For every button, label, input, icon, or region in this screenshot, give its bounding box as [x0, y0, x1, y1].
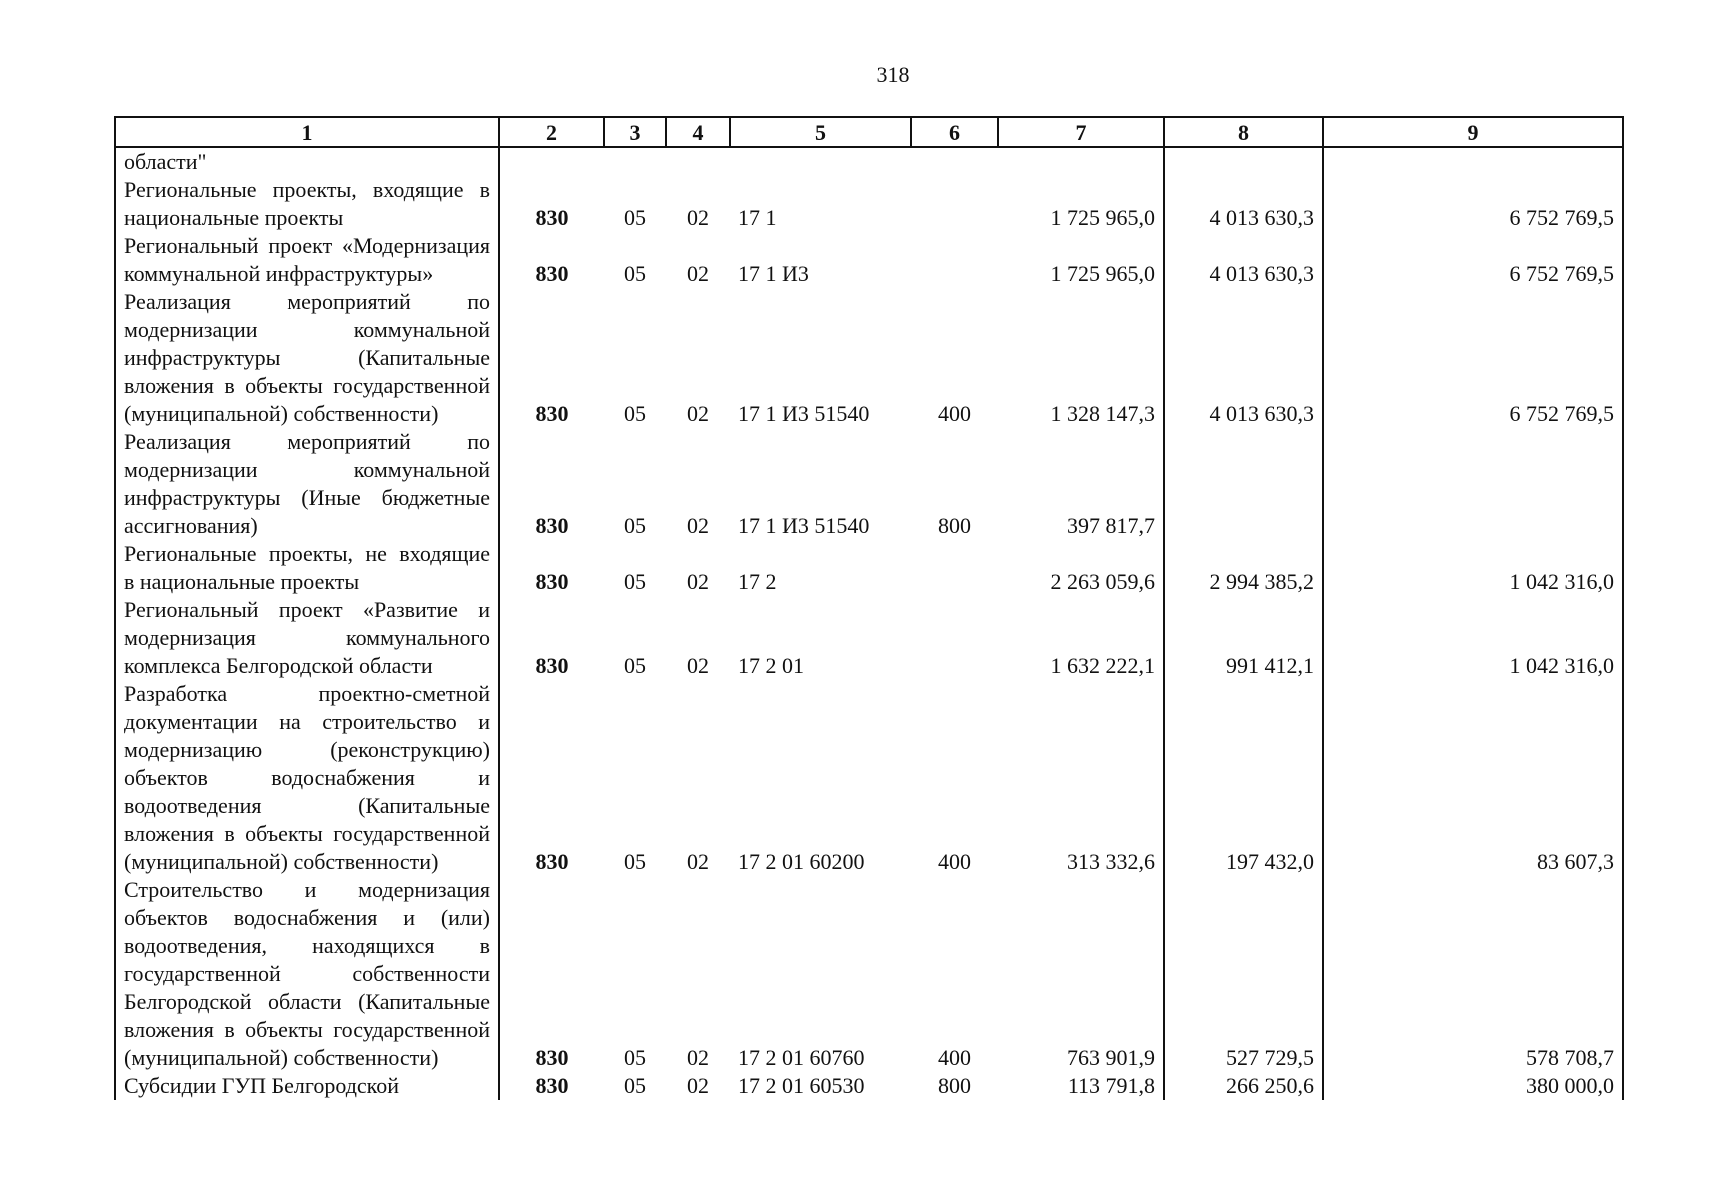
target-article-code: 17 2 01 60760: [738, 1045, 865, 1070]
chapter-code: 830: [499, 288, 604, 428]
section-code: 05: [624, 849, 646, 874]
amount-year-3: [1323, 428, 1623, 540]
description-line: объектов водоснабжения и: [124, 765, 490, 790]
row-description: [115, 288, 499, 428]
description-line: коммунальной инфраструктуры»: [124, 261, 434, 286]
column-header-9: 9: [1323, 117, 1623, 147]
target-article-code: 17 2: [738, 569, 777, 594]
description-line: Субсидии ГУП Белгородской: [124, 1073, 400, 1098]
amount-year-1: 313 332,6: [998, 680, 1164, 876]
description-line: вложения в объекты государственной: [124, 1017, 490, 1042]
row-description: [115, 428, 499, 540]
section-code: 05: [624, 513, 646, 538]
subsection-code: 02: [687, 401, 709, 426]
target-article-code: 17 2 01 60530: [738, 1073, 865, 1098]
section-code: 05: [624, 205, 646, 230]
table-row: [115, 540, 1623, 596]
table-row: [115, 288, 1623, 428]
amount-year-3: 83 607,3: [1323, 680, 1623, 876]
section-code: [604, 147, 666, 176]
chapter-code: [499, 147, 604, 176]
amount-year-2: 4 013 630,3: [1164, 176, 1323, 232]
column-header-5: 5: [730, 117, 911, 147]
column-header-7: 7: [998, 117, 1164, 147]
expense-type-code: [911, 147, 998, 176]
description-line: (муниципальной) собственности): [124, 401, 439, 426]
target-article-code: 17 1 И3 51540: [738, 513, 870, 538]
expense-type-code: [911, 232, 998, 288]
row-description: [115, 680, 499, 876]
table-body: [115, 147, 1623, 1100]
amount-year-1: 1 632 222,1: [998, 596, 1164, 680]
column-header-8: 8: [1164, 117, 1323, 147]
description-line: модернизация коммунального: [124, 625, 490, 650]
budget-table-container: [114, 116, 1622, 1100]
amount-year-3: [1323, 147, 1623, 176]
chapter-code: 830: [499, 540, 604, 596]
amount-year-2: 4 013 630,3: [1164, 232, 1323, 288]
row-description: [115, 596, 499, 680]
description-line: модернизации коммунальной: [124, 457, 490, 482]
description-line: вложения в объекты государственной: [124, 821, 490, 846]
subsection-code: 02: [687, 1073, 709, 1098]
description-line: Реализация мероприятий по: [124, 429, 490, 454]
description-line: национальные проекты: [124, 205, 344, 230]
subsection-code: 02: [687, 205, 709, 230]
description-line: государственной собственности: [124, 961, 490, 986]
subsection-code: 02: [687, 653, 709, 678]
chapter-code: 830: [499, 176, 604, 232]
description-line: Реализация мероприятий по: [124, 289, 490, 314]
amount-year-3: 6 752 769,5: [1323, 176, 1623, 232]
expense-type-code: [911, 596, 998, 680]
amount-year-2: 4 013 630,3: [1164, 288, 1323, 428]
page-number: 318: [876, 62, 910, 87]
expense-type-code: 800: [938, 1073, 971, 1098]
description-line: ассигнования): [124, 513, 258, 538]
table-row: [115, 428, 1623, 540]
amount-year-2: 197 432,0: [1164, 680, 1323, 876]
description-line: модернизацию (реконструкцию): [124, 737, 490, 762]
section-code: 05: [624, 261, 646, 286]
description-line: вложения в объекты государственной: [124, 373, 490, 398]
row-description: [115, 176, 499, 232]
budget-table: [114, 116, 1624, 1100]
column-header-6: 6: [911, 117, 998, 147]
amount-year-3: 1 042 316,0: [1323, 540, 1623, 596]
description-line: водоотведения, находящихся в: [124, 933, 490, 958]
target-article-code: 17 2 01: [738, 653, 804, 678]
chapter-code: 830: [499, 428, 604, 540]
description-line: (муниципальной) собственности): [124, 1045, 439, 1070]
column-header-2: 2: [499, 117, 604, 147]
section-code: 05: [624, 569, 646, 594]
table-row: [115, 1072, 1623, 1100]
expense-type-code: 400: [938, 1045, 971, 1070]
description-line: Строительство и модернизация: [124, 877, 490, 902]
chapter-code: 830: [499, 232, 604, 288]
description-line: Разработка проектно-сметной: [124, 681, 490, 706]
subsection-code: 02: [687, 569, 709, 594]
column-header-1: 1: [115, 117, 499, 147]
column-header-4: 4: [666, 117, 730, 147]
target-article-code: 17 1 И3 51540: [738, 401, 870, 426]
amount-year-1: [998, 147, 1164, 176]
amount-year-2: 991 412,1: [1164, 596, 1323, 680]
expense-type-code: 400: [938, 849, 971, 874]
amount-year-1: 2 263 059,6: [998, 540, 1164, 596]
description-line: документации на строительство и: [124, 709, 490, 734]
chapter-code: 830: [499, 1072, 604, 1100]
row-description: [115, 147, 499, 176]
section-code: 05: [624, 1045, 646, 1070]
section-code: 05: [624, 401, 646, 426]
table-row: [115, 232, 1623, 288]
row-description: [115, 232, 499, 288]
section-code: 05: [624, 653, 646, 678]
description-line: инфраструктуры (Иные бюджетные: [124, 485, 490, 510]
chapter-code: 830: [499, 680, 604, 876]
subsection-code: 02: [687, 1045, 709, 1070]
amount-year-2: [1164, 147, 1323, 176]
table-row: [115, 147, 1623, 176]
amount-year-1: 113 791,8: [998, 1072, 1164, 1100]
chapter-code: 830: [499, 596, 604, 680]
description-line: (муниципальной) собственности): [124, 849, 439, 874]
amount-year-3: 578 708,7: [1323, 876, 1623, 1072]
target-article-code: 17 2 01 60200: [738, 849, 865, 874]
column-header-3: 3: [604, 117, 666, 147]
section-code: 05: [624, 1073, 646, 1098]
row-description: [115, 540, 499, 596]
description-line: инфраструктуры (Капитальные: [124, 345, 490, 370]
target-article-code: 17 1: [738, 205, 777, 230]
description-line: Белгородской области (Капитальные: [124, 989, 490, 1014]
table-row: [115, 876, 1623, 1072]
table-row: [115, 176, 1623, 232]
description-line: объектов водоснабжения и (или): [124, 905, 490, 930]
amount-year-2: 527 729,5: [1164, 876, 1323, 1072]
chapter-code: 830: [499, 876, 604, 1072]
target-article-code: 17 1 И3: [738, 261, 809, 286]
expense-type-code: [911, 540, 998, 596]
amount-year-1: 397 817,7: [998, 428, 1164, 540]
description-line: области": [124, 149, 207, 174]
amount-year-1: 1 725 965,0: [998, 232, 1164, 288]
amount-year-3: 6 752 769,5: [1323, 232, 1623, 288]
amount-year-2: 266 250,6: [1164, 1072, 1323, 1100]
description-line: Региональный проект «Модернизация: [124, 233, 490, 258]
subsection-code: 02: [687, 849, 709, 874]
amount-year-3: 380 000,0: [1323, 1072, 1623, 1100]
description-line: Региональные проекты, входящие в: [124, 177, 490, 202]
amount-year-3: 1 042 316,0: [1323, 596, 1623, 680]
table-row: [115, 596, 1623, 680]
description-line: комплекса Белгородской области: [124, 653, 433, 678]
target-article-code: [730, 147, 911, 176]
expense-type-code: 400: [938, 401, 971, 426]
amount-year-1: 763 901,9: [998, 876, 1164, 1072]
description-line: Региональные проекты, не входящие: [124, 541, 490, 566]
description-line: в национальные проекты: [124, 569, 360, 594]
table-row: [115, 680, 1623, 876]
header-row: [115, 117, 1623, 147]
description-line: Региональный проект «Развитие и: [124, 597, 490, 622]
subsection-code: 02: [687, 261, 709, 286]
amount-year-2: 2 994 385,2: [1164, 540, 1323, 596]
amount-year-1: 1 725 965,0: [998, 176, 1164, 232]
amount-year-3: 6 752 769,5: [1323, 288, 1623, 428]
row-description: [115, 876, 499, 1072]
amount-year-2: [1164, 428, 1323, 540]
amount-year-1: 1 328 147,3: [998, 288, 1164, 428]
expense-type-code: [911, 176, 998, 232]
expense-type-code: 800: [938, 513, 971, 538]
description-line: модернизации коммунальной: [124, 317, 490, 342]
description-line: водоотведения (Капитальные: [124, 793, 490, 818]
subsection-code: [666, 147, 730, 176]
subsection-code: 02: [687, 513, 709, 538]
row-description: [115, 1072, 499, 1100]
